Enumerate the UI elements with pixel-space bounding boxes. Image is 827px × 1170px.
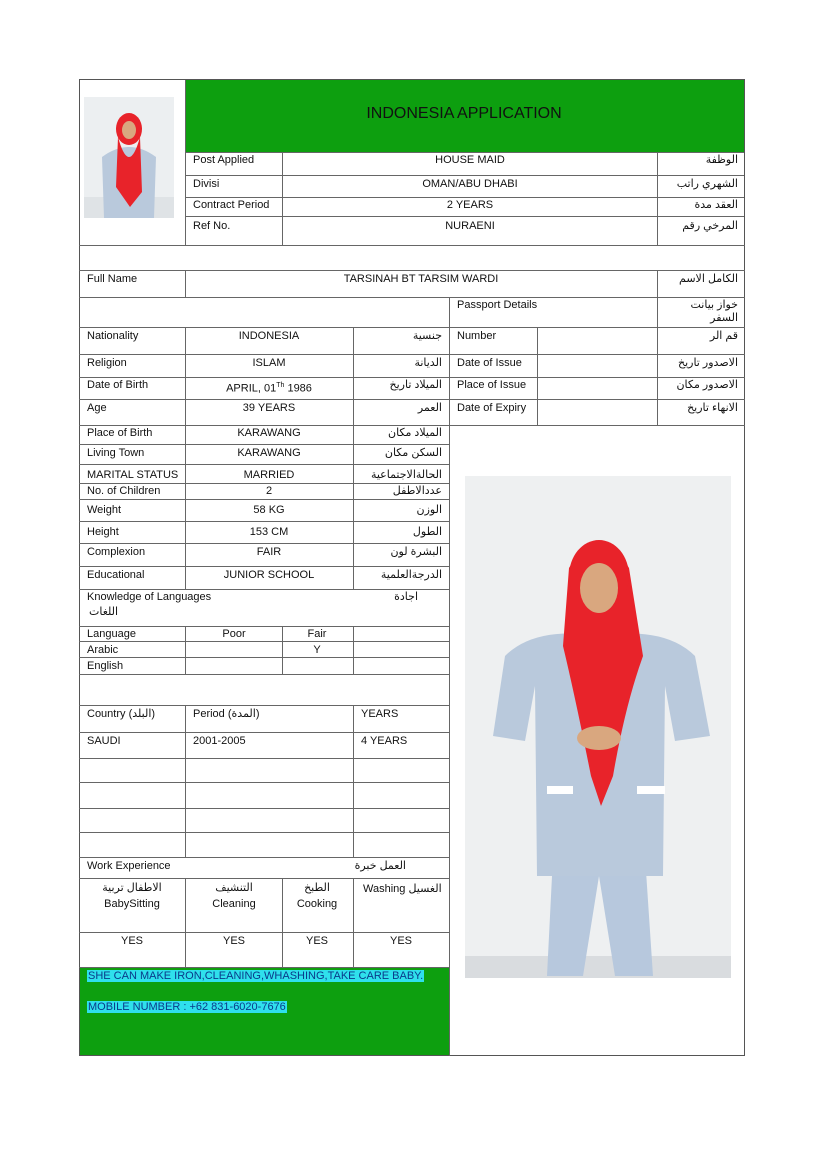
notes-skills-text: SHE CAN MAKE IRON,CLEANING,WHASHING,TAKE CARE BABY. xyxy=(88,970,424,982)
babysitting-value: YES xyxy=(120,935,144,947)
date-of-birth-arabic: الميلاد تاريخ xyxy=(389,379,442,391)
poor-header: Poor xyxy=(222,628,246,640)
complexion-label: Complexion xyxy=(87,546,146,558)
period-header: Period (المدة) xyxy=(193,708,260,720)
babysitting-label: BabySitting xyxy=(104,898,160,910)
contract-period-label: Contract Period xyxy=(193,199,270,211)
religion-arabic: الديانة xyxy=(414,357,442,369)
language-english-name: English xyxy=(87,660,124,672)
children-arabic: عددالاطفل xyxy=(392,485,442,497)
cooking-arabic: الطبخ xyxy=(304,882,330,894)
education-label: Educational xyxy=(87,569,145,581)
years-header: YEARS xyxy=(361,708,399,720)
washing-label: Washing الغسيل xyxy=(363,883,442,895)
place-of-birth-arabic: الميلاد مكان xyxy=(387,427,442,439)
date-of-expiry-arabic: الانهاء تاريخ xyxy=(687,402,738,414)
applicant-small-photo xyxy=(84,97,174,218)
age-value: 39 YEARS xyxy=(242,402,296,414)
children-value: 2 xyxy=(265,485,273,497)
passport-details-arabic: خواز بيانت السفر xyxy=(690,299,738,324)
date-of-issue-label: Date of Issue xyxy=(457,357,522,369)
passport-details-label: Passport Details xyxy=(457,299,538,311)
passport-number-arabic: قم الر xyxy=(709,330,738,342)
marital-status-value: MARRIED xyxy=(243,469,295,481)
weight-label: Weight xyxy=(87,504,122,516)
date-of-birth-value: APRIL, 01Th 1986 xyxy=(226,382,312,395)
languages-title-arabic: اللغات xyxy=(89,606,119,618)
place-of-issue-arabic: الاصدور مكان xyxy=(676,379,738,391)
full-name-value: TARSINAH BT TARSIM WARDI xyxy=(343,273,499,285)
ref-no-label: Ref No. xyxy=(193,220,231,232)
work-experience-arabic: العمل خبرة xyxy=(354,860,406,872)
babysitting-arabic: الاطفال تربية xyxy=(102,882,162,894)
full-name-arabic: الكامل الاسم xyxy=(679,273,738,285)
contract-period-arabic: العقد مدة xyxy=(694,199,738,211)
language-header: Language xyxy=(87,628,136,640)
nationality-arabic: جنسية xyxy=(412,330,442,342)
date-of-issue-arabic: الاصدور تاريخ xyxy=(677,357,738,369)
education-arabic: الدرجةالعلمية xyxy=(380,569,442,581)
cooking-label: Cooking xyxy=(296,898,338,910)
living-town-label: Living Town xyxy=(87,447,145,459)
cleaning-label: Cleaning xyxy=(212,898,256,910)
experience-years: 4 YEARS xyxy=(361,735,408,747)
cleaning-value: YES xyxy=(222,935,246,947)
notes-mobile-text: MOBILE NUMBER : +62 831-6020-7676 xyxy=(88,1001,286,1013)
age-label: Age xyxy=(87,402,107,414)
experience-country: SAUDI xyxy=(87,735,121,747)
ref-no-value: NURAENI xyxy=(445,220,495,232)
full-name-label: Full Name xyxy=(87,273,138,285)
page-title: INDONESIA APPLICATION xyxy=(366,105,562,122)
passport-number-label: Number xyxy=(457,330,497,342)
place-of-birth-label: Place of Birth xyxy=(87,427,153,439)
fair-header: Fair xyxy=(307,628,327,640)
languages-title: Knowledge of Languages xyxy=(87,591,212,603)
children-label: No. of Children xyxy=(87,485,161,497)
date-of-expiry-label: Date of Expiry xyxy=(457,402,527,414)
work-experience-label: Work Experience xyxy=(87,860,171,872)
nationality-label: Nationality xyxy=(87,330,139,342)
applicant-full-photo xyxy=(465,476,731,978)
post-applied-label: Post Applied xyxy=(193,154,255,166)
ref-no-arabic: المرخي رقم xyxy=(682,220,738,232)
height-arabic: الطول xyxy=(412,526,442,538)
marital-status-arabic: الحالةالاجتماعية xyxy=(370,469,442,481)
experience-period: 2001-2005 xyxy=(193,735,246,747)
language-arabic-fair: Y xyxy=(313,644,321,656)
marital-status-label: MARITAL STATUS xyxy=(87,469,179,481)
place-of-issue-label: Place of Issue xyxy=(457,379,527,391)
contract-period-value: 2 YEARS xyxy=(446,199,494,211)
weight-value: 58 KG xyxy=(253,504,285,516)
nationality-value: INDONESIA xyxy=(238,330,300,342)
complexion-arabic: البشرة لون xyxy=(390,546,442,558)
post-applied-value: HOUSE MAID xyxy=(435,154,505,166)
divisi-arabic: الشهري راتب xyxy=(676,178,738,190)
complexion-value: FAIR xyxy=(256,546,282,558)
language-arabic-name: Arabic xyxy=(87,644,119,656)
religion-label: Religion xyxy=(87,357,127,369)
age-arabic: العمر xyxy=(417,402,442,414)
height-label: Height xyxy=(87,526,119,538)
place-of-birth-value: KARAWANG xyxy=(237,427,301,439)
religion-value: ISLAM xyxy=(252,357,286,369)
cleaning-arabic: التنشيف xyxy=(215,882,253,894)
divisi-value: OMAN/ABU DHABI xyxy=(422,178,518,190)
education-value: JUNIOR SCHOOL xyxy=(223,569,315,581)
living-town-value: KARAWANG xyxy=(237,447,301,459)
cooking-value: YES xyxy=(305,935,329,947)
date-of-birth-label: Date of Birth xyxy=(87,379,149,391)
languages-arabic-right: اجادة xyxy=(394,591,418,603)
divisi-label: Divisi xyxy=(193,178,220,190)
living-town-arabic: السكن مكان xyxy=(384,447,442,459)
country-header: Country (البلد) xyxy=(87,708,156,720)
washing-value: YES xyxy=(389,935,413,947)
height-value: 153 CM xyxy=(249,526,289,538)
post-applied-arabic: الوظفة xyxy=(705,154,738,166)
weight-arabic: الوزن xyxy=(416,504,442,516)
